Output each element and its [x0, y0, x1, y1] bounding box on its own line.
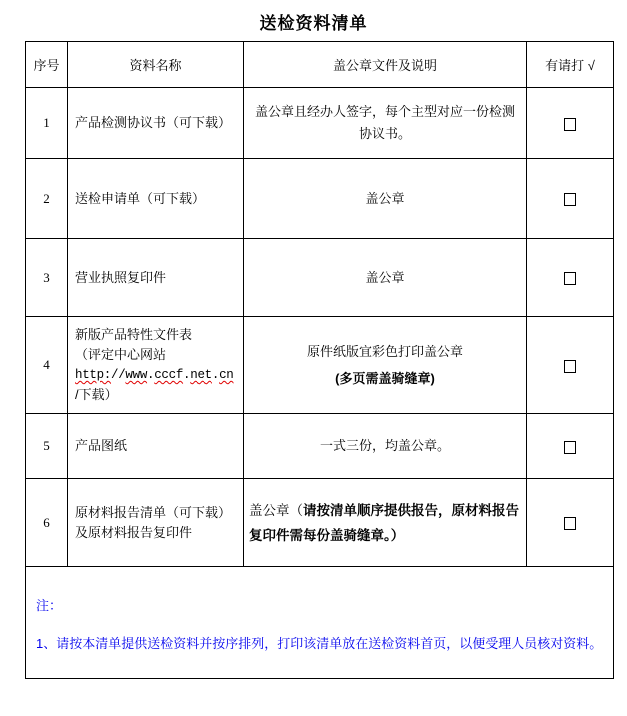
checkbox[interactable]: [564, 193, 576, 206]
seal-instruction-line: 原件纸版宜彩色打印盖公章: [306, 343, 463, 359]
seal-instruction-cell: [244, 317, 527, 414]
header-serial-number: 序号: [26, 42, 68, 88]
note-cell: [26, 567, 614, 679]
material-name-line: （评定中心网站: [75, 347, 167, 362]
material-name-line: 新版产品特性文件表: [75, 327, 193, 342]
seal-instruction-bold: 请按清单顺序提供报告，原材料报告复印件需每份盖骑缝章。）: [249, 502, 519, 543]
row-number: 4: [26, 317, 68, 414]
note-label: 注：: [36, 597, 63, 613]
row-number: 6: [26, 479, 68, 567]
seal-instruction-cell: [244, 479, 527, 567]
url-separator: //: [111, 368, 126, 382]
table-row: [26, 479, 614, 567]
checkbox[interactable]: [564, 118, 576, 131]
submission-materials-table: [25, 41, 614, 679]
checkbox-cell: [527, 479, 614, 567]
note-text: 1、请按本清单提供送检资料并按序排列，打印该清单放在送检资料首页，以便受理人员核对资料。: [36, 635, 603, 651]
url-segment: www: [125, 368, 148, 382]
header-material-name: 资料名称: [68, 42, 244, 88]
url-separator: .: [147, 368, 155, 382]
checkbox[interactable]: [564, 517, 576, 530]
url-separator: .: [211, 368, 220, 382]
table-row: [26, 239, 614, 317]
seal-instruction-cell: 一式三份，均盖公章。: [244, 414, 527, 479]
material-name-cell: 送检申请单（可下载）: [68, 159, 244, 239]
url-segment: cccf: [154, 368, 184, 382]
material-name-cell: 营业执照复印件: [68, 239, 244, 317]
checkbox[interactable]: [564, 272, 576, 285]
header-check-mark: 有请打 √: [527, 42, 614, 88]
url-segment: cn: [219, 368, 234, 382]
row-number: 3: [26, 239, 68, 317]
url-segment: http:: [75, 368, 112, 382]
seal-instruction-normal: 盖公章（: [249, 502, 303, 518]
table-row: [26, 414, 614, 479]
page-title: 送检资料清单: [259, 14, 368, 33]
seal-instruction-cell: 盖公章: [244, 159, 527, 239]
material-url: [75, 365, 239, 385]
checkbox[interactable]: [564, 360, 576, 373]
checkbox[interactable]: [564, 441, 576, 454]
seal-instruction-bold-line: (多页需盖骑缝章): [335, 370, 435, 386]
material-name-cell: 产品图纸: [68, 414, 244, 479]
table-header-row: [26, 42, 614, 88]
header-seal-instruction: 盖公章文件及说明: [244, 42, 527, 88]
url-segment: net: [190, 368, 212, 382]
seal-instruction-cell: 盖公章且经办人签字，每个主型对应一份检测协议书。: [244, 88, 527, 159]
checkbox-cell: [527, 239, 614, 317]
url-separator: .: [183, 368, 191, 382]
table-row: [26, 317, 614, 414]
material-name-cell: [68, 317, 244, 414]
checkbox-cell: [527, 414, 614, 479]
checkbox-cell: [527, 88, 614, 159]
row-number: 1: [26, 88, 68, 159]
material-name-cell: 产品检测协议书（可下载）: [68, 88, 244, 159]
row-number: 2: [26, 159, 68, 239]
table-row: [26, 88, 614, 159]
material-name-cell: 原材料报告清单（可下载）及原材料报告复印件: [68, 479, 244, 567]
checkbox-cell: [527, 317, 614, 414]
row-number: 5: [26, 414, 68, 479]
checkbox-cell: [527, 159, 614, 239]
seal-instruction-cell: 盖公章: [244, 239, 527, 317]
note-row: [26, 567, 614, 679]
table-row: [26, 159, 614, 239]
material-name-line: /下载）: [75, 387, 118, 402]
